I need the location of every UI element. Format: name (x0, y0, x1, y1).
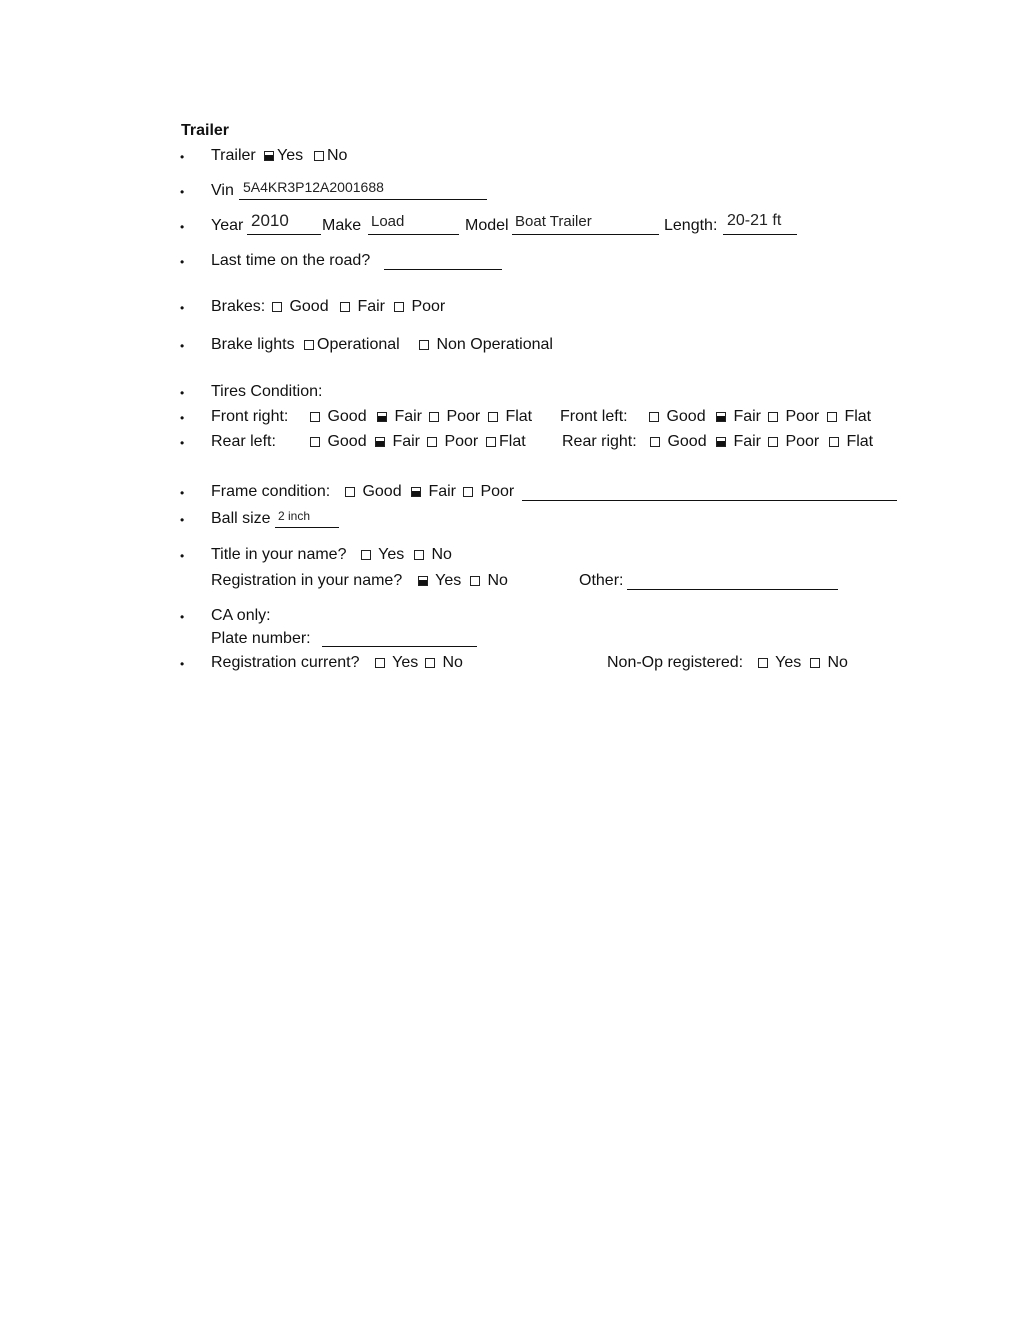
front-left-flat-label: Flat (844, 408, 872, 425)
frame-good-option[interactable] (344, 482, 402, 502)
title-yes-checkbox[interactable] (361, 550, 371, 560)
brake-lights-non-operational-checkbox[interactable] (419, 340, 429, 350)
rear-left-good-option[interactable] (309, 432, 367, 452)
front-left-label: Front left: (560, 408, 628, 425)
front-left-poor-checkbox[interactable] (768, 412, 778, 422)
brake-lights-non-operational-option[interactable] (418, 335, 553, 355)
registration-current-label: Registration current? (211, 654, 360, 671)
front-right-good-option[interactable] (309, 407, 367, 427)
model-field-line (512, 234, 659, 235)
registration-current-yes-label: Yes (392, 654, 419, 671)
brake-lights-label: Brake lights (211, 336, 295, 353)
registration-current-yes-option[interactable] (374, 653, 418, 673)
non-op-no-option[interactable] (809, 653, 848, 673)
rear-right-fair-option[interactable] (715, 432, 761, 452)
other-field-line[interactable] (627, 589, 838, 590)
rear-left-good-label: Good (327, 433, 367, 450)
rear-left-fair-option[interactable] (374, 432, 420, 452)
rear-left-flat-checkbox[interactable] (486, 437, 496, 447)
trailer-yes-checkbox[interactable] (264, 151, 274, 161)
rear-right-poor-option[interactable] (767, 432, 819, 452)
front-right-flat-option[interactable] (487, 407, 532, 427)
rear-right-flat-option[interactable] (828, 432, 873, 452)
front-left-poor-option[interactable] (767, 407, 819, 427)
registration-current-yes-checkbox[interactable] (375, 658, 385, 668)
rear-right-poor-checkbox[interactable] (768, 437, 778, 447)
rear-right-poor-label: Poor (785, 433, 820, 450)
brakes-good-option[interactable] (271, 297, 329, 317)
front-left-flat-option[interactable] (826, 407, 871, 427)
year-label: Year (211, 217, 244, 234)
registration-current-no-checkbox[interactable] (425, 658, 435, 668)
other-label: Other: (579, 572, 624, 589)
front-left-fair-option[interactable] (715, 407, 761, 427)
make-field-line (368, 234, 459, 235)
brakes-poor-option[interactable] (393, 297, 445, 317)
title-yes-option[interactable] (360, 545, 404, 565)
rear-left-flat-option[interactable] (485, 432, 526, 452)
registration-name-label: Registration in your name? (211, 572, 403, 589)
bullet: • (180, 339, 185, 353)
rear-right-fair-checkbox[interactable] (716, 437, 726, 447)
brakes-fair-option[interactable] (339, 297, 385, 317)
bullet: • (180, 549, 185, 563)
bullet: • (180, 436, 185, 450)
front-right-label: Front right: (211, 408, 289, 425)
trailer-no-label: No (327, 147, 348, 164)
front-right-good-checkbox[interactable] (310, 412, 320, 422)
model-value[interactable]: Boat Trailer (515, 213, 592, 230)
registration-yes-option[interactable] (417, 571, 461, 591)
bullet: • (180, 486, 185, 500)
frame-fair-option[interactable] (410, 482, 456, 502)
front-right-fair-label: Fair (394, 408, 423, 425)
brake-lights-operational-label: Operational (317, 336, 400, 353)
front-left-flat-checkbox[interactable] (827, 412, 837, 422)
non-op-label: Non-Op registered: (607, 654, 744, 671)
frame-label: Frame condition: (211, 483, 331, 500)
frame-poor-option[interactable] (462, 482, 514, 502)
brakes-fair-label: Fair (357, 298, 386, 315)
front-left-good-option[interactable] (648, 407, 706, 427)
ball-size-value[interactable]: 2 inch (278, 509, 311, 523)
model-label: Model (465, 217, 509, 234)
rear-right-good-label: Good (667, 433, 707, 450)
front-right-fair-option[interactable] (376, 407, 422, 427)
bullet: • (180, 386, 185, 400)
plate-number-label: Plate number: (211, 630, 311, 647)
non-op-no-checkbox[interactable] (810, 658, 820, 668)
brakes-poor-checkbox[interactable] (394, 302, 404, 312)
frame-good-checkbox[interactable] (345, 487, 355, 497)
non-op-no-label: No (827, 654, 848, 671)
non-op-yes-checkbox[interactable] (758, 658, 768, 668)
make-value[interactable]: Load (371, 213, 405, 230)
ball-size-label: Ball size (211, 510, 271, 527)
rear-right-flat-checkbox[interactable] (829, 437, 839, 447)
title-yes-label: Yes (378, 546, 405, 563)
rear-right-good-checkbox[interactable] (650, 437, 660, 447)
brakes-fair-checkbox[interactable] (340, 302, 350, 312)
frame-poor-checkbox[interactable] (463, 487, 473, 497)
front-right-good-label: Good (327, 408, 367, 425)
non-op-yes-option[interactable] (757, 653, 801, 673)
registration-current-no-option[interactable] (424, 653, 463, 673)
brakes-label: Brakes: (211, 298, 266, 315)
plate-number-field-line[interactable] (322, 646, 477, 647)
rear-right-flat-label: Flat (846, 433, 874, 450)
rear-left-poor-checkbox[interactable] (427, 437, 437, 447)
last-time-label: Last time on the road? (211, 252, 371, 269)
registration-no-option[interactable] (469, 571, 508, 591)
front-right-fair-checkbox[interactable] (377, 412, 387, 422)
title-name-label: Title in your name? (211, 546, 347, 563)
front-left-good-checkbox[interactable] (649, 412, 659, 422)
bullet: • (180, 150, 185, 164)
front-right-flat-label: Flat (505, 408, 533, 425)
trailer-no-option[interactable] (313, 146, 347, 166)
front-left-poor-label: Poor (785, 408, 820, 425)
rear-right-fair-label: Fair (733, 433, 762, 450)
year-field-line (247, 234, 321, 235)
section-title: Trailer (181, 122, 230, 139)
brake-lights-non-operational-label: Non Operational (436, 336, 553, 353)
trailer-no-checkbox[interactable] (314, 151, 324, 161)
registration-yes-label: Yes (435, 572, 462, 589)
front-left-fair-label: Fair (733, 408, 762, 425)
rear-left-fair-label: Fair (392, 433, 421, 450)
length-value[interactable]: 20-21 ft (727, 212, 782, 229)
title-no-option[interactable] (413, 545, 452, 565)
front-right-poor-option[interactable] (428, 407, 480, 427)
title-no-label: No (431, 546, 452, 563)
brakes-poor-label: Poor (411, 298, 446, 315)
front-left-good-label: Good (666, 408, 706, 425)
front-right-poor-checkbox[interactable] (429, 412, 439, 422)
frame-poor-label: Poor (480, 483, 515, 500)
rear-left-poor-label: Poor (444, 433, 479, 450)
bullet: • (180, 185, 185, 199)
front-right-flat-checkbox[interactable] (488, 412, 498, 422)
rear-left-fair-checkbox[interactable] (375, 437, 385, 447)
registration-no-label: No (487, 572, 508, 589)
ball-size-field-line (275, 527, 339, 528)
front-right-poor-label: Poor (446, 408, 481, 425)
vin-value[interactable]: 5A4KR3P12A2001688 (243, 179, 384, 195)
registration-yes-checkbox[interactable] (418, 576, 428, 586)
brake-lights-operational-checkbox[interactable] (304, 340, 314, 350)
registration-current-no-label: No (442, 654, 463, 671)
make-label: Make (322, 217, 362, 234)
trailer-yes-option[interactable] (263, 146, 303, 166)
trailer-label: Trailer (211, 147, 256, 164)
brakes-good-checkbox[interactable] (272, 302, 282, 312)
bullet: • (180, 610, 185, 624)
frame-fair-checkbox[interactable] (411, 487, 421, 497)
frame-good-label: Good (362, 483, 402, 500)
rear-left-label: Rear left: (211, 433, 276, 450)
title-no-checkbox[interactable] (414, 550, 424, 560)
rear-right-good-option[interactable] (649, 432, 707, 452)
non-op-yes-label: Yes (775, 654, 802, 671)
bullet: • (180, 255, 185, 269)
bullet: • (180, 657, 185, 671)
frame-notes-line[interactable] (522, 500, 897, 501)
bullet: • (180, 301, 185, 315)
vin-label: Vin (211, 182, 234, 199)
rear-left-good-checkbox[interactable] (310, 437, 320, 447)
vin-field-line (239, 199, 487, 200)
year-value[interactable]: 2010 (251, 211, 289, 230)
registration-no-checkbox[interactable] (470, 576, 480, 586)
bullet: • (180, 411, 185, 425)
tires-label: Tires Condition: (211, 383, 323, 400)
brakes-good-label: Good (289, 298, 329, 315)
rear-right-label: Rear right: (562, 433, 637, 450)
rear-left-poor-option[interactable] (426, 432, 478, 452)
length-label: Length: (664, 217, 718, 234)
rear-left-flat-label: Flat (499, 433, 526, 450)
bullet: • (180, 513, 185, 527)
frame-fair-label: Fair (428, 483, 457, 500)
last-time-field-line[interactable] (384, 269, 502, 270)
length-field-line (723, 234, 797, 235)
bullet: • (180, 220, 185, 234)
front-left-fair-checkbox[interactable] (716, 412, 726, 422)
trailer-yes-label: Yes (277, 147, 304, 164)
brake-lights-operational-option[interactable] (303, 335, 400, 355)
ca-only-label: CA only: (211, 607, 271, 624)
